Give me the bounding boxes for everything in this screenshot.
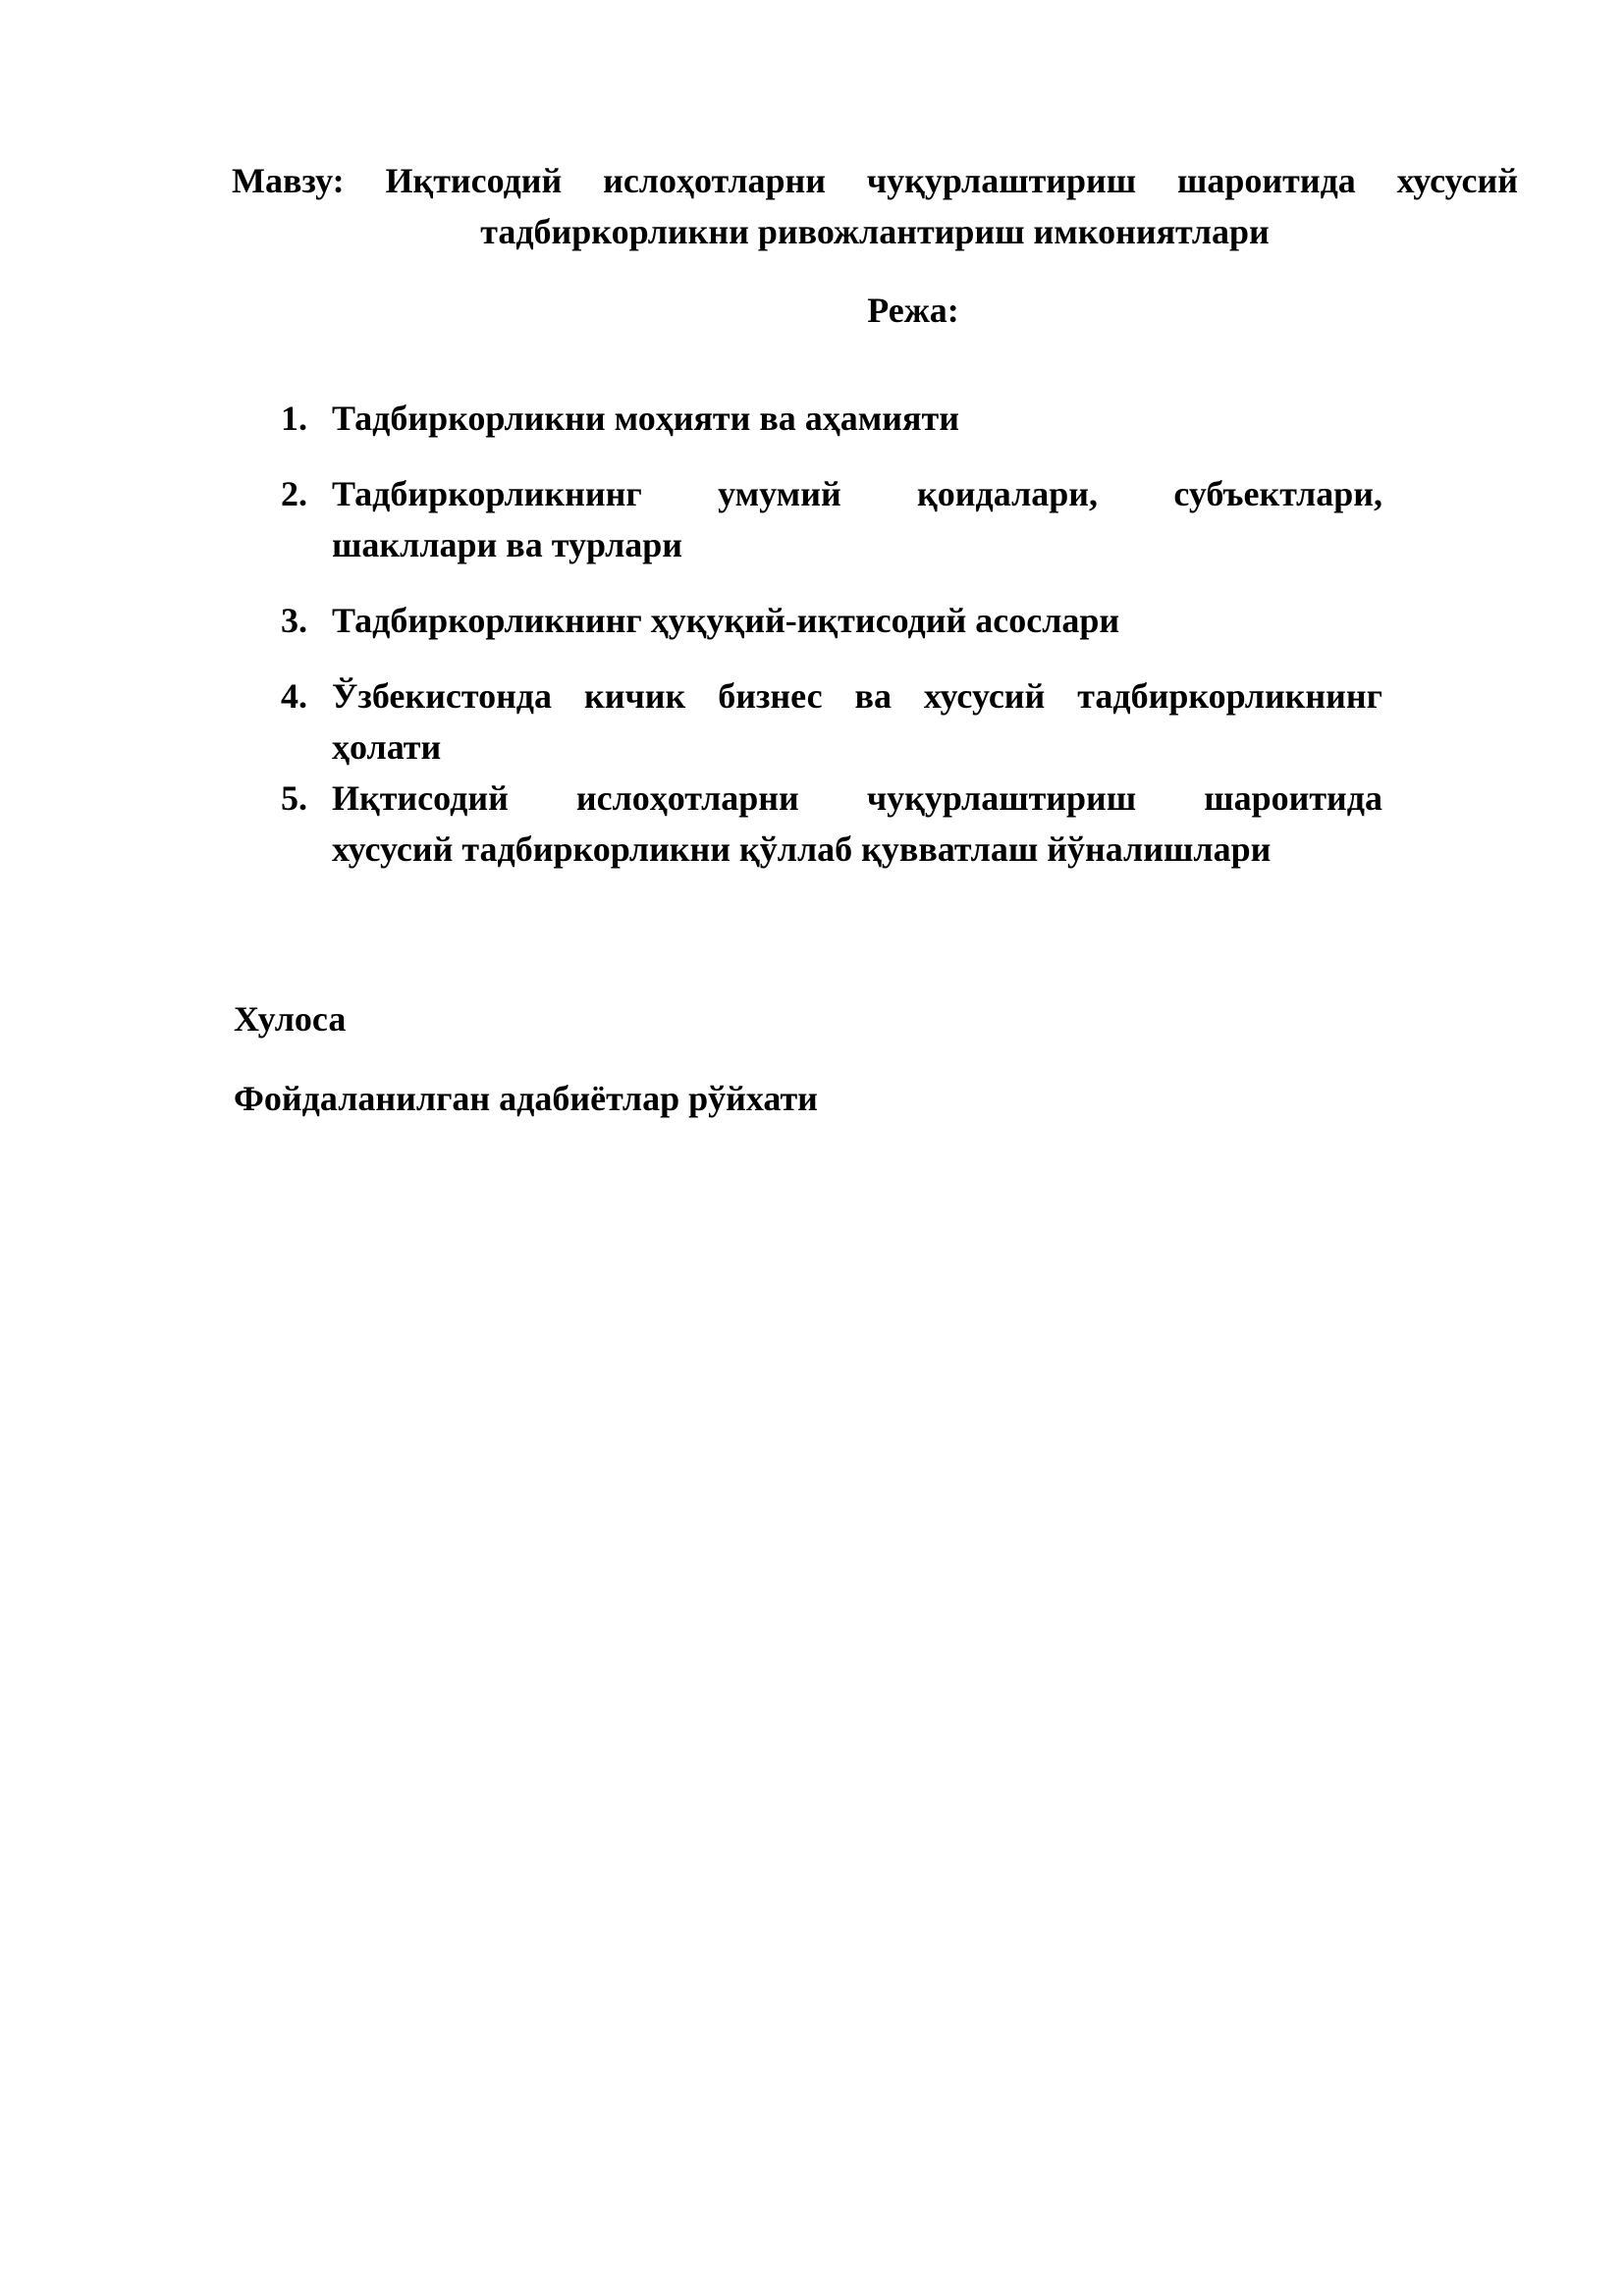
- plan-item-2: [281, 468, 1382, 570]
- plan-item-line: Ўзбекистонда кичик бизнес ва хусусий тадбиркорликнинг: [332, 676, 1382, 716]
- plan-item-text: [332, 468, 1382, 570]
- plan-item-text: [332, 773, 1382, 875]
- plan-item-number: 3.: [281, 601, 307, 640]
- document-title: [232, 155, 1518, 257]
- plan-item-number: 2.: [281, 474, 307, 513]
- plan-item-line: Иқтисодий ислоҳотларни чуқурлаштириш шароитида: [332, 778, 1382, 818]
- plan-item-4: [281, 670, 1382, 773]
- conclusion-heading: Хулоса: [234, 999, 347, 1039]
- plan-item-line: Тадбиркорликнинг ҳуқуқий-иқтисодий асослари: [332, 601, 1120, 640]
- plan-item-5: [281, 773, 1382, 875]
- plan-item-text: [332, 393, 1382, 444]
- plan-item-3: [281, 595, 1382, 646]
- plan-item-number: 5.: [281, 778, 307, 818]
- plan-list: [281, 393, 1382, 875]
- plan-item-line: Тадбиркорликнинг умумий қоидалари, субъектлари,: [332, 474, 1382, 513]
- plan-item-line: Тадбиркорликни моҳияти ва аҳамияти: [332, 399, 959, 438]
- plan-item-line: шакллари ва турлари: [332, 525, 683, 564]
- plan-item-number: 4.: [281, 676, 307, 716]
- plan-item-line: ҳолати: [332, 727, 442, 767]
- plan-heading: Режа:: [867, 291, 959, 330]
- plan-item-number: 1.: [281, 399, 307, 438]
- references-heading: Фойдаланилган адабиётлар рўйхати: [234, 1079, 818, 1118]
- plan-item-text: [332, 595, 1382, 646]
- plan-item-1: [281, 393, 1382, 444]
- title-line-1: Мавзу: Иқтисодий ислоҳотларни чуқурлаштириш шароитида хусусий: [232, 161, 1518, 200]
- plan-item-line: хусусий тадбиркорликни қўллаб қувватлаш йўналишлари: [332, 829, 1272, 869]
- title-line-2: тадбиркорликни ривожлантириш имкониятлари: [480, 212, 1270, 251]
- plan-item-text: [332, 670, 1382, 773]
